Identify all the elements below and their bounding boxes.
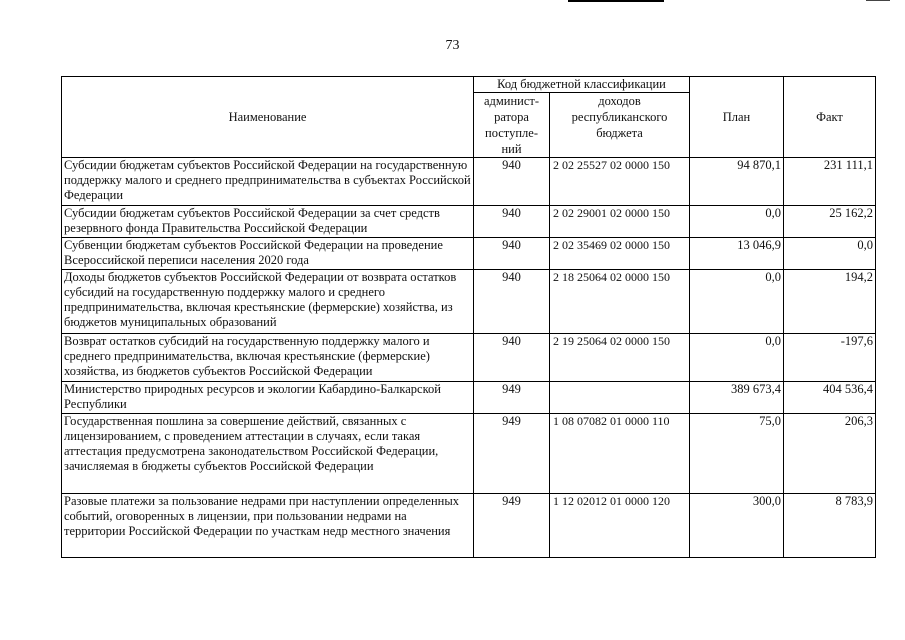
row-name: Доходы бюджетов субъектов Российской Федерации от возврата остатков субсидий на государственную поддержку малого и среднего предпринимательства, включая крестьянские (фермерские) хозяйства, из бюджетов муниципальных образований (62, 270, 474, 334)
top-rule-right (866, 0, 890, 1)
table-row (62, 494, 876, 558)
row-plan: 94 870,1 (690, 158, 784, 206)
row-plan: 300,0 (690, 494, 784, 558)
row-admin: 949 (474, 494, 550, 558)
row-admin: 940 (474, 158, 550, 206)
table-row (62, 382, 876, 414)
row-name: Субсидии бюджетам субъектов Российской Федерации за счет средств резервного фонда Правительства Российской Федерации (62, 206, 474, 238)
row-fact: 0,0 (784, 238, 876, 270)
table-row (62, 158, 876, 206)
row-fact: 25 162,2 (784, 206, 876, 238)
header-admin: админист-ратора поступле-ний (474, 93, 550, 158)
row-admin: 949 (474, 382, 550, 414)
row-plan: 389 673,4 (690, 382, 784, 414)
table-row (62, 206, 876, 238)
table-row (62, 270, 876, 334)
budget-table (61, 76, 876, 558)
row-code: 2 18 25064 02 0000 150 (550, 270, 690, 334)
header-fact: Факт (784, 77, 876, 158)
row-plan: 75,0 (690, 414, 784, 494)
row-admin: 940 (474, 270, 550, 334)
row-name: Субвенции бюджетам субъектов Российской Федерации на проведение Всероссийской переписи населения 2020 года (62, 238, 474, 270)
row-code: 2 02 25527 02 0000 150 (550, 158, 690, 206)
header-code-group: Код бюджетной классификации (474, 77, 690, 93)
row-code: 2 02 35469 02 0000 150 (550, 238, 690, 270)
page-number: 73 (445, 38, 460, 53)
row-admin: 940 (474, 206, 550, 238)
row-code (550, 382, 690, 414)
row-admin: 940 (474, 334, 550, 382)
row-fact: -197,6 (784, 334, 876, 382)
row-fact: 8 783,9 (784, 494, 876, 558)
top-rule (568, 0, 664, 2)
table-row (62, 334, 876, 382)
row-code: 2 02 29001 02 0000 150 (550, 206, 690, 238)
row-name: Государственная пошлина за совершение действий, связанных с лицензированием, с проведением аттестации в случаях, если такая аттестация предусмотрена законодательством Российской Федерации, зачисляемая в бюджеты субъектов Российской Федерации (62, 414, 474, 494)
row-code: 1 08 07082 01 0000 110 (550, 414, 690, 494)
row-fact: 206,3 (784, 414, 876, 494)
row-plan: 0,0 (690, 334, 784, 382)
header-plan: План (690, 77, 784, 158)
row-fact: 404 536,4 (784, 382, 876, 414)
header-name: Наименование (62, 77, 474, 158)
row-name: Субсидии бюджетам субъектов Российской Федерации на государственную поддержку малого и среднего предпринимательства в субъектах Российской Федерации (62, 158, 474, 206)
row-plan: 0,0 (690, 206, 784, 238)
table-row (62, 238, 876, 270)
row-code: 2 19 25064 02 0000 150 (550, 334, 690, 382)
table-row (62, 414, 876, 494)
header-income: доходов республиканского бюджета (550, 93, 690, 158)
row-admin: 940 (474, 238, 550, 270)
row-plan: 0,0 (690, 270, 784, 334)
row-name: Министерство природных ресурсов и экологии Кабардино-Балкарской Республики (62, 382, 474, 414)
row-name: Разовые платежи за пользование недрами при наступлении определенных событий, оговоренных в лицензии, при пользовании недрами на территории Российской Федерации по участкам недр местного значения (62, 494, 474, 558)
row-fact: 231 111,1 (784, 158, 876, 206)
row-name: Возврат остатков субсидий на государственную поддержку малого и среднего предпринимательства, включая крестьянские (фермерские) хозяйства, из бюджетов субъектов Российской Федерации (62, 334, 474, 382)
row-fact: 194,2 (784, 270, 876, 334)
row-admin: 949 (474, 414, 550, 494)
row-code: 1 12 02012 01 0000 120 (550, 494, 690, 558)
row-plan: 13 046,9 (690, 238, 784, 270)
